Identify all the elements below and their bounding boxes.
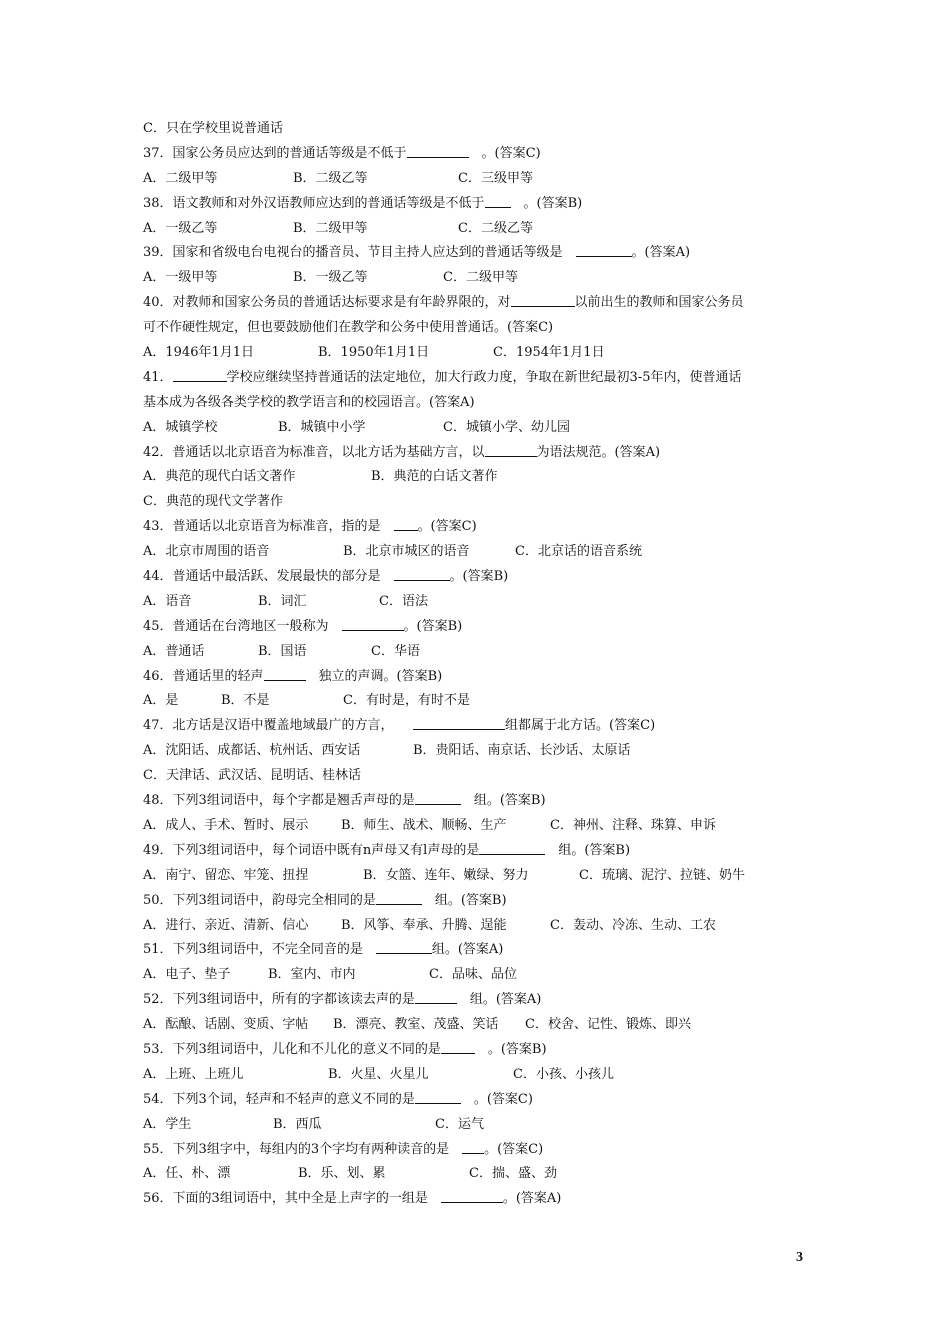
question-tail: 以前出生的教师和国家公务员 bbox=[574, 295, 744, 311]
question-text: 45．普通话在台湾地区一般称为 bbox=[143, 618, 342, 634]
question-text: 50．下列3组词语中，韵母完全相同的是 bbox=[143, 892, 376, 908]
question-text: 37．国家公务员应达到的普通话等级是不低于 bbox=[143, 145, 407, 161]
answer-option: A．城镇学校 bbox=[143, 419, 218, 435]
text-line: C．典范的现代文学著作 bbox=[143, 494, 283, 510]
page-number: 3 bbox=[796, 1250, 803, 1265]
question-tail: 。(答案A) bbox=[631, 245, 691, 261]
answer-option: B．室内、市内 bbox=[268, 967, 356, 983]
text-line bbox=[143, 1088, 823, 1113]
question-tail: 。(答案B) bbox=[403, 618, 463, 634]
answer-option: A．二级甲等 bbox=[143, 170, 218, 186]
answer-option: C．揣、盛、劲 bbox=[469, 1166, 557, 1182]
answer-option: C．北京话的语音系统 bbox=[515, 544, 642, 560]
question-tail: 。(答案B) bbox=[474, 1041, 547, 1057]
question-tail: 。(答案C) bbox=[417, 519, 477, 535]
question-tail: 。(答案A) bbox=[502, 1191, 562, 1207]
question-tail: 组。(答案B) bbox=[460, 793, 546, 809]
answer-option: B．西瓜 bbox=[273, 1116, 322, 1132]
question-tail: 。(答案B) bbox=[449, 569, 509, 585]
answer-option: A．南宁、留恋、牢笼、扭捏 bbox=[143, 867, 309, 883]
text-line bbox=[143, 714, 823, 739]
question-tail: 。(答案C) bbox=[468, 145, 541, 161]
question-text: 52．下列3组词语中，所有的字都该读去声的是 bbox=[143, 992, 415, 1008]
fill-blank bbox=[415, 990, 457, 1004]
answer-option: A．进行、亲近、清新、信心 bbox=[143, 917, 309, 933]
answer-option: C．琉璃、泥泞、拉链、奶牛 bbox=[579, 867, 745, 883]
answer-option: C．城镇小学、幼儿园 bbox=[443, 419, 570, 435]
question-text: 54．下列3个词，轻声和不轻声的意义不同的是 bbox=[143, 1091, 415, 1107]
fill-blank bbox=[173, 368, 227, 382]
answer-option: B．乐、划、累 bbox=[298, 1166, 386, 1182]
text-line bbox=[143, 665, 823, 690]
answer-option: C．品味、品位 bbox=[429, 967, 517, 983]
text-line bbox=[143, 1113, 823, 1138]
question-tail: 组。(答案B) bbox=[421, 892, 507, 908]
answer-option: B．二级乙等 bbox=[293, 170, 368, 186]
text-line bbox=[143, 1162, 823, 1187]
fill-blank bbox=[479, 841, 545, 855]
question-tail: 为语法规范。(答案A) bbox=[536, 444, 661, 460]
question-tail: 组都属于北方话。(答案C) bbox=[505, 718, 656, 734]
answer-option: C．小孩、小孩儿 bbox=[513, 1066, 614, 1082]
question-tail: 组。(答案B) bbox=[545, 842, 631, 858]
answer-option: C．有时是，有时不是 bbox=[343, 693, 470, 709]
answer-option: B．二级甲等 bbox=[293, 220, 368, 236]
fill-blank bbox=[394, 517, 418, 531]
fill-blank bbox=[462, 1140, 484, 1154]
question-tail: 。(答案C) bbox=[484, 1141, 544, 1157]
question-text: 56．下面的3组词语中，其中全是上声字的一组是 bbox=[143, 1191, 441, 1207]
text-line bbox=[143, 640, 823, 665]
question-tail: 独立的声调。(答案B) bbox=[305, 668, 443, 684]
question-tail: 。(答案C) bbox=[460, 1091, 533, 1107]
text-line bbox=[143, 366, 823, 391]
answer-option: C．运气 bbox=[435, 1116, 484, 1132]
answer-option: B．贵阳话、南京话、长沙话、太原话 bbox=[413, 743, 631, 759]
question-text: 38．语文教师和对外汉语教师应达到的普通话等级是不低于 bbox=[143, 195, 485, 211]
question-text: 47．北方话是汉语中覆盖地域最广的方言， bbox=[143, 718, 414, 734]
text-line bbox=[143, 963, 823, 988]
question-text: 44．普通话中最活跃、发展最快的部分是 bbox=[143, 569, 394, 585]
answer-option: B．师生、战术、顺畅、生产 bbox=[341, 817, 507, 833]
text-line bbox=[143, 266, 823, 291]
text-line: 基本成为各级各类学校的教学语言和的校园语言。(答案A) bbox=[143, 394, 475, 410]
fill-blank bbox=[376, 940, 432, 954]
answer-option: B．国语 bbox=[258, 643, 307, 659]
fill-blank bbox=[264, 667, 306, 681]
text-line bbox=[143, 1063, 823, 1088]
answer-option: B．一级乙等 bbox=[293, 270, 368, 286]
text-line bbox=[143, 1013, 823, 1038]
text-line bbox=[143, 1038, 823, 1063]
answer-option: B．典范的白话文著作 bbox=[371, 469, 498, 485]
answer-option: C．二级甲等 bbox=[443, 270, 518, 286]
answer-option: B．火星、火星儿 bbox=[328, 1066, 429, 1082]
text-line: C．只在学校里说普通话 bbox=[143, 121, 283, 136]
text-line bbox=[143, 1187, 823, 1212]
question-text: 49．下列3组词语中，每个词语中既有n声母又有l声母的是 bbox=[143, 842, 480, 858]
text-line bbox=[143, 914, 823, 939]
answer-option: A．语音 bbox=[143, 593, 192, 609]
answer-option: C．校舍、记性、锻炼、即兴 bbox=[525, 1017, 691, 1033]
answer-option: B．北京市城区的语音 bbox=[343, 544, 470, 560]
answer-option: C．三级甲等 bbox=[458, 170, 533, 186]
answer-option: A．典范的现代白话文著作 bbox=[143, 469, 296, 485]
answer-option: A．成人、手术、暂时、展示 bbox=[143, 817, 309, 833]
fill-blank bbox=[511, 293, 575, 307]
fill-blank bbox=[342, 617, 404, 631]
answer-option: B．漂亮、教室、茂盛、笑话 bbox=[333, 1017, 499, 1033]
answer-option: A．上班、上班儿 bbox=[143, 1066, 244, 1082]
document-body bbox=[143, 117, 823, 1212]
answer-option: C．语法 bbox=[379, 593, 428, 609]
answer-option: A．电子、垫子 bbox=[143, 967, 231, 983]
answer-option: A．普通话 bbox=[143, 643, 205, 659]
answer-option: B．风筝、奉承、升腾、逞能 bbox=[341, 917, 507, 933]
text-line bbox=[143, 814, 823, 839]
text-line bbox=[143, 515, 823, 540]
text-line bbox=[143, 441, 823, 466]
answer-option: C．1954年1月1日 bbox=[493, 345, 605, 361]
question-text: 55．下列3组字中，每组内的3个字均有两种读音的是 bbox=[143, 1141, 463, 1157]
text-line bbox=[143, 789, 823, 814]
text-line bbox=[143, 416, 823, 441]
fill-blank bbox=[441, 1189, 503, 1203]
answer-option: A．1946年1月1日 bbox=[143, 345, 255, 361]
question-text: 51．下列3组词语中，不完全同音的是 bbox=[143, 942, 376, 958]
answer-option: A．一级甲等 bbox=[143, 270, 218, 286]
text-line bbox=[143, 615, 823, 640]
answer-option: B．词汇 bbox=[258, 593, 307, 609]
fill-blank bbox=[415, 1090, 461, 1104]
answer-option: A．学生 bbox=[143, 1116, 192, 1132]
question-text: 46．普通话里的轻声 bbox=[143, 668, 264, 684]
fill-blank bbox=[485, 443, 537, 457]
question-tail: 组。(答案A) bbox=[456, 992, 542, 1008]
fill-blank bbox=[576, 243, 632, 257]
answer-option: A．沈阳话、成都话、杭州话、西安话 bbox=[143, 743, 361, 759]
text-line: C．天津话、武汉话、昆明话、桂林话 bbox=[143, 768, 361, 784]
text-line bbox=[143, 689, 823, 714]
answer-option: B．不是 bbox=[221, 693, 270, 709]
fill-blank bbox=[413, 716, 505, 730]
text-line bbox=[143, 291, 823, 316]
text-line bbox=[143, 590, 823, 615]
fill-blank bbox=[415, 791, 461, 805]
text-line bbox=[143, 142, 823, 167]
text-line bbox=[143, 988, 823, 1013]
fill-blank bbox=[485, 194, 511, 208]
answer-option: B．女篮、连年、嫩绿、努力 bbox=[363, 867, 529, 883]
question-text: 41． bbox=[143, 369, 173, 385]
text-line bbox=[143, 465, 823, 490]
fill-blank bbox=[441, 1040, 475, 1054]
answer-option: A．一级乙等 bbox=[143, 220, 218, 236]
question-text: 40．对教师和国家公务员的普通话达标要求是有年龄界限的，对 bbox=[143, 295, 511, 311]
text-line bbox=[143, 1138, 823, 1163]
answer-option: A．是 bbox=[143, 693, 179, 709]
answer-option: A．北京市周围的语音 bbox=[143, 544, 270, 560]
answer-option: A．酝酿、话剧、变质、字帖 bbox=[143, 1017, 309, 1033]
text-line bbox=[143, 217, 823, 242]
text-line bbox=[143, 739, 823, 764]
question-text: 53．下列3组词语中，儿化和不儿化的意义不同的是 bbox=[143, 1041, 441, 1057]
answer-option: C．二级乙等 bbox=[458, 220, 533, 236]
text-line bbox=[143, 938, 823, 963]
answer-option: B．1950年1月1日 bbox=[318, 345, 430, 361]
fill-blank bbox=[394, 567, 450, 581]
fill-blank bbox=[407, 144, 469, 158]
text-line bbox=[143, 341, 823, 366]
answer-option: C．轰动、冷冻、生动、工农 bbox=[550, 917, 716, 933]
question-text: 42．普通话以北京语音为标准音，以北方话为基础方言，以 bbox=[143, 444, 485, 460]
text-line bbox=[143, 241, 823, 266]
text-line bbox=[143, 565, 823, 590]
answer-option: A．任、朴、漂 bbox=[143, 1166, 231, 1182]
question-tail: 学校应继续坚持普通话的法定地位，加大行政力度，争取在新世纪最初3-5年内，使普通话 bbox=[226, 369, 742, 385]
question-text: 48．下列3组词语中，每个字都是翘舌声母的是 bbox=[143, 793, 415, 809]
fill-blank bbox=[376, 891, 422, 905]
answer-option: B．城镇中小学 bbox=[278, 419, 366, 435]
question-tail: 组。(答案A) bbox=[431, 942, 504, 958]
question-text: 39．国家和省级电台电视台的播音员、节目主持人应达到的普通话等级是 bbox=[143, 245, 576, 261]
answer-option: C．神州、注释、珠算、申诉 bbox=[550, 817, 716, 833]
text-line: 可不作硬性规定，但也要鼓励他们在教学和公务中使用普通话。(答案C) bbox=[143, 320, 554, 336]
text-line bbox=[143, 864, 823, 889]
answer-option: C．华语 bbox=[371, 643, 420, 659]
question-tail: 。(答案B) bbox=[510, 195, 583, 211]
text-line bbox=[143, 540, 823, 565]
text-line bbox=[143, 192, 823, 217]
text-line bbox=[143, 839, 823, 864]
text-line bbox=[143, 889, 823, 914]
text-line bbox=[143, 167, 823, 192]
question-text: 43．普通话以北京语音为标准音，指的是 bbox=[143, 519, 394, 535]
